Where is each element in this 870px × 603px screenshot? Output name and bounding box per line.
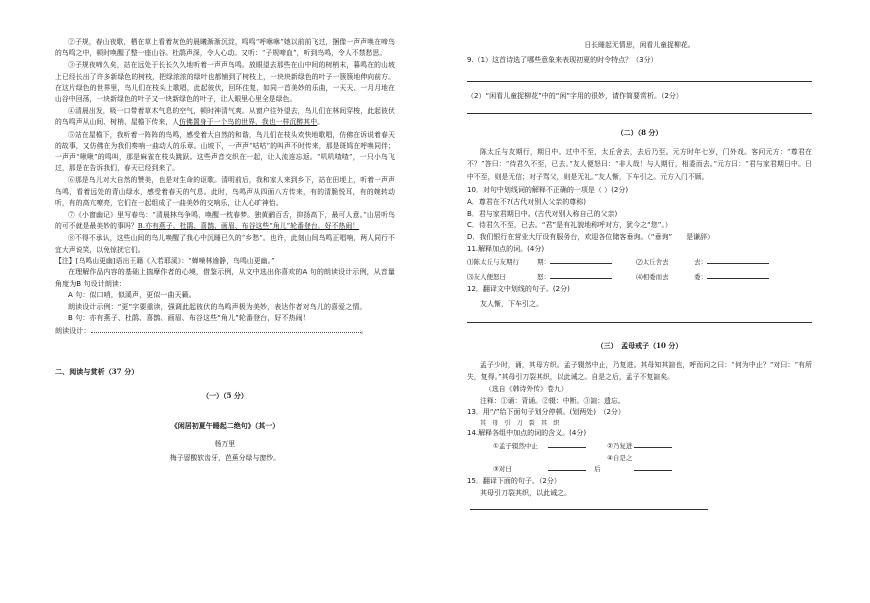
poem-line-1: 梅子留酸软齿牙，芭蕉分绿与窗纱。 [169,454,281,463]
reading-task: 在理解作品内容的基础上揣摩作者的心境，借鉴示例，从文中选出你喜欢的A 句的朗读设计示例，从音量角度为B 句设计朗读： [55,268,395,288]
option-10-a[interactable]: A．尊君在不?(古代对别人父亲的尊称) [467,197,586,206]
answer-blank-14-1[interactable] [548,440,586,448]
question-15: 15．翻译下面的句子。（2分） [467,477,561,486]
paragraph-3: ③子规夜啼久矣，站在远处于长长久久地听着一声声鸟鸣。放眼望去那些在山中间的树梢末，暮鸣在的山坡上已经长出了许多新绿色的树枝，把绿浓浓的绿叶也都铺到了树枝上，一块块新绿色的叶子一簇簇地伸向前方。在这片绿色的世界里，鸟儿们在枝头上歌唱，此起彼伏，回环往复，如同一首美妙的乐曲，一天天、一月月地在山谷中回荡，一块新绿色的叶子又一块新绿色的叶子，让人眼里心里全是绿色。 [55,61,395,104]
sentence-b: B 句：亦有燕子、杜鹃、喜鹊、画眉、布谷这些“角儿”轮番登台，好不热闹！ [68,314,310,323]
question-12: 12．翻译文中划线的句子。(2分) [467,285,570,294]
underlined-sentence-a: 仿佛置身于一个鸟的世界，我也一样沉醉其中 [179,118,318,127]
answer-blank-11-4[interactable] [707,271,769,279]
answer-blank-14-2[interactable] [634,440,672,448]
question-11-row-2: ⑶友人便怒曰 怒： ⑷相委而去 委： [467,271,812,284]
underlined-sentence-b: B.亦有燕子、杜鹃、喜鹊、画眉、布谷这些“角儿”轮番登台，好不热闹！ [137,222,360,231]
option-10-d[interactable]: D．我们银行在营业大厅设有服务台，欢迎各位储客垂询。（“垂询” 是谦辞） [467,233,715,242]
passage-3-source: （选自《韩诗外传》卷九） [485,384,568,393]
question-14-row-2: ③对曰 ④自是之后 [467,453,812,477]
sentence-a: A 句：似口哨，似溪声，更似一曲天籁。 [68,291,196,300]
question-11-row-1: ⑴陈太丘与友期行 期： ⑵太丘舍去 去： [467,256,812,269]
poem-title: 《闲居初夏午睡起二绝句》（其一） [170,420,280,430]
question-9-1: 9.（1）这首诗选了哪些意象来表现初夏的时令特点？（3分） [467,56,658,65]
question-12-sentence: 友人惭，下车引之。 [480,300,543,309]
paragraph-5: ⑤站在屋檐下，我听着一阵阵的鸟鸣，感受着大自然的和谐，鸟儿们在枝头欢快地歌唱，仿佛在诉说着春天的故事，又仿佛在为我们奏响一曲动人的乐章。山坡下，一声声“咕咕”的叫声不时传来，那是斑鸠在呼唤同伴；一声声“啾啾”的鸣叫，那是麻雀在枝头跳跃。这些声音交织在一起，让人流连忘返。“叽叽喳喳”，一只小鸟飞过，那是在告诉我们，春天已经到来了。 [55,130,395,173]
option-10-c[interactable]: C．待君久不至，已去。“君”是有礼貌地称呼对方，犹今之“您”。） [467,221,672,230]
question-13: 13．用“/”给下面句子划分停顿。(划两处) （2分） [467,408,625,417]
paragraph-7: ⑦《小窗幽记》里写春鸟：“清晨林鸟争鸣，唤醒一枕春梦。独黄鹂百舌，抑扬高下，最可人意。”山居听鸟的可不就是最美妙的事吗？B.亦有燕子、杜鹃、喜鹊、画眉、布谷这些“角儿”轮番登台，好不热闹！ [55,211,395,231]
answer-blank-14-4[interactable] [634,463,672,471]
part-2-title: （二）（8 分） [616,127,663,137]
section-2-title: 二、阅读与赏析（37 分） [55,366,139,376]
question-14: 14.解释各组中加点的词的含义。(4分) [467,429,587,437]
part-1-title: （一）（5 分） [202,390,248,400]
question-14-row-1: ①孟子辍然中止 ②乃复进 [467,440,812,453]
paragraph-6: ⑥那是鸟儿对大自然的赞美，也是对生命的讴歌。清明前后，我和家人来到乡下，站在田埂上，听着一声声鸟鸣，看着远处的青山绿水，感受着春天的气息。此时，鸟鸣声从四面八方传来，有的清脆悦耳，有的婉转动听，有的高亢嘹亮，它们在一起组成了一曲美妙的交响乐，让人心旷神怡。 [55,176,395,207]
answer-line-9-1[interactable] [467,81,812,82]
answer-line-15[interactable] [470,509,708,510]
design-answer-blank[interactable] [91,325,361,333]
right-column [467,0,812,510]
option-10-b[interactable]: B．君与家君期日中。(古代对别人称自己的父亲) [467,209,618,218]
note: 【注】[乌鸣山更幽]语出王籍《入若耶溪》：“蝉噪林逾静，鸟鸣山更幽。” [55,256,275,265]
question-13-sentence[interactable]: 其 母 引 刀 裂 其 织 [480,420,560,427]
answer-blank-14-3[interactable] [548,463,586,471]
design-example: 朗读设计示例：“更”字要重读，强调此起彼伏的鸟鸣声极为美妙，表达作者对鸟儿的喜爱之情。 [68,302,367,311]
passage-2: 陈太丘与友期行，期日中。过中不至，太丘舍去，去后乃至。元方时年七岁，门外戏。客问元方：“尊君在不？”答曰：“待君久不至，已去。”友人便怒曰：“非人哉！与人期行，相委而去。”元方曰：“君与家君期日中。日中不至，则是无信；对子骂父，则是无礼。”友人惭，下车引之。元方入门不顾。 [467,147,812,181]
part-3-title: （三） 孟母戒子（10 分） [596,340,683,350]
paragraph-4: ④清晨出发，吸一口带着草木气息的空气，顿时神清气爽。从窗户往外望去，鸟儿们在林间穿梭，此起彼伏的鸟鸣声从山间、树梢、屋檐下传来，人仿佛置身于一个鸟的世界，我也一样沉醉其中。 [55,107,395,127]
paragraph-2: ②子规，春山夜歌，栖在草上看着灰色的晨曦渐渐沉淀，鸣鸣“呼咻咻”她以前前飞过，捆像一声声唤在啼鸟的鸟鸣之中，顿时唤醒了整一座山谷。杜鹃声深，令人心动。又听：“子规啼血”，听到鸟鸣，令人不禁愁思。 [55,38,395,58]
answer-blank-11-3[interactable] [550,271,612,279]
left-column [55,0,395,464]
question-11: 11.解释加点的词。(4分) [467,245,545,253]
question-15-sentence: 其母引刀裂其织，以此诫之。 [480,488,571,497]
paragraph-8: ⑧不得不承认，这些山间的鸟儿唤醒了我心中沉睡已久的“乡愁”。也许，此刻山间鸟鸣正唱响，两人同行不宜大声说笑，以免惊扰它们。 [55,234,395,254]
question-10: 10．对句中划线词的解释不正确的一项是（ ）(2分) [467,186,629,195]
passage-3: 孟子少时，诵，其母方织。孟子辍然中止，乃复进。其母知其諠也，呼而问之曰：“何为中止？”对曰：“有所失，复得。”其母引刀裂其织，以此诫之。自是之后，孟子不复諠矣。 [467,360,812,382]
poem-author: 杨万里 [214,439,236,448]
question-9-2: （2）“闲看儿童捉柳花”中的“闲”字用的很妙，请作简要赏析。（2分） [467,92,683,100]
answer-blank-11-2[interactable] [707,256,769,264]
glossary: 注释：①诵：背诵。②辍：中断。③諠：遗忘。 [480,397,625,405]
answer-blank-11-1[interactable] [550,256,612,264]
poem-line-2: 日长睡起无情思，闲看儿童捉柳花。 [584,41,695,49]
design-answer-line[interactable]: 朗读设计： 。 [55,327,368,336]
